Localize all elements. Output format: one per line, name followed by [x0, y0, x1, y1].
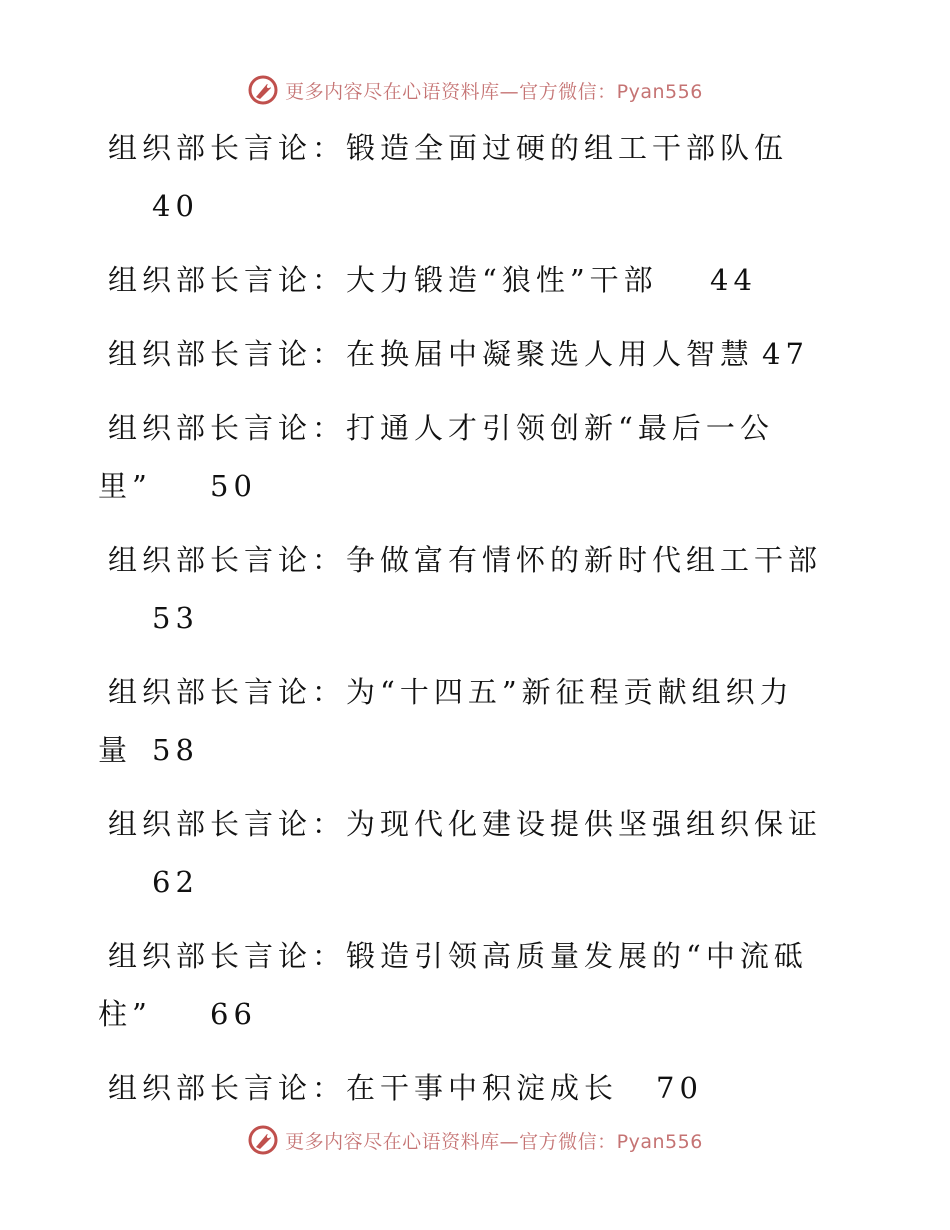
footer-watermark-banner [0, 1120, 950, 1160]
toc-entry-page[interactable]: 40 [152, 189, 199, 223]
toc-entry-page[interactable]: 62 [152, 865, 199, 899]
toc-entry-page[interactable]: 58 [152, 733, 199, 767]
toc-entry-page[interactable]: 66 [210, 997, 257, 1031]
toc-entry-title[interactable]: 组织部长言论：锻造全面过硬的组工干部队伍 [108, 131, 789, 165]
pen-nib-logo-icon [247, 74, 279, 106]
toc-entry-page[interactable]: 70 [656, 1071, 703, 1105]
toc-entry-title[interactable]: 组织部长言论：争做富有情怀的新时代组工干部 [108, 543, 823, 577]
toc-entry-page[interactable]: 53 [152, 601, 199, 635]
toc-entry-title[interactable]: 组织部长言论：在换届中凝聚选人用人智慧 [108, 337, 755, 371]
toc-entry-title-continuation[interactable]: 柱” [98, 997, 152, 1031]
pen-nib-logo-icon [247, 1124, 279, 1156]
toc-entry-title[interactable]: 组织部长言论：大力锻造“狼性”干部 [108, 263, 658, 297]
toc-entry-title[interactable]: 组织部长言论：锻造引领高质量发展的“中流砥 [108, 939, 808, 973]
watermark-text: 更多内容尽在心语资料库—官方微信：Pyan556 [285, 80, 703, 103]
toc-entry-page[interactable]: 44 [710, 263, 757, 297]
toc-entry-page[interactable]: 50 [210, 469, 257, 503]
toc-entry-title-continuation[interactable]: 里” [98, 469, 152, 503]
toc-entry-title-continuation[interactable]: 量 [98, 733, 133, 767]
toc-entry-title[interactable]: 组织部长言论：打通人才引领创新“最后一公 [108, 411, 774, 445]
toc-entry-title[interactable]: 组织部长言论：为现代化建设提供坚强组织保证 [108, 807, 823, 841]
toc-entry-title[interactable]: 组织部长言论：在干事中积淀成长 [108, 1071, 619, 1105]
watermark-text: 更多内容尽在心语资料库—官方微信：Pyan556 [285, 1130, 703, 1153]
toc-entry-title[interactable]: 组织部长言论：为“十四五”新征程贡献组织力 [108, 675, 794, 709]
toc-entry-page[interactable]: 47 [762, 337, 809, 371]
header-watermark-banner [0, 70, 950, 110]
